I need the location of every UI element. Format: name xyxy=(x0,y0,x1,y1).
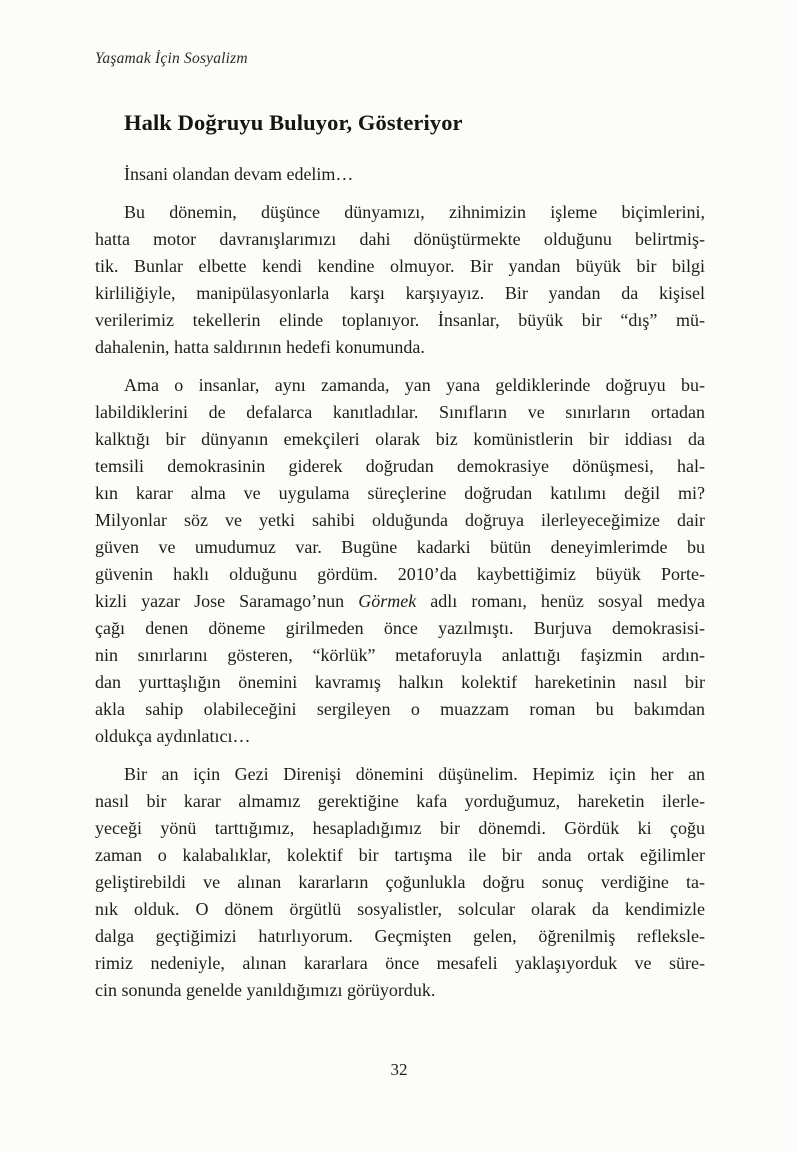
text-line: rimiz nedeniyle, alınan kararlara önce mesafeli yaklaşıyorduk ve süre- xyxy=(95,953,705,973)
text-line: dalga geçtiğimizi hatırlıyorum. Geçmişten gelen, öğrenilmiş refleksle- xyxy=(95,926,705,946)
text-line: cin sonunda genelde yanıldığımızı görüyorduk. xyxy=(95,980,436,1000)
text-line: nin sınırlarını gösteren, “körlük” metaforuyla anlattığı faşizmin ardın- xyxy=(95,645,705,665)
text-line: nasıl bir karar almamız gerektiğine kafa yorduğumuz, hareketin ilerle- xyxy=(95,791,705,811)
text-line: zaman o kalabalıklar, kolektif bir tartışma ile bir anda ortak eğilimler xyxy=(95,845,705,865)
text-line: geliştirebildi ve alınan kararların çoğunlukla doğru sonuç verdiğine ta- xyxy=(95,872,705,892)
text-line: temsili demokrasinin giderek doğrudan demokrasiye dönüşmesi, hal- xyxy=(95,456,705,476)
text-line: Milyonlar söz ve yetki sahibi olduğunda doğruya ilerleyeceğimize dair xyxy=(95,510,705,530)
chapter-title: Halk Doğruyu Buluyor, Gösteriyor xyxy=(124,110,463,135)
text-line: kalktığı bir dünyanın emekçileri olarak biz komünistlerin bir iddiası da xyxy=(95,429,705,449)
text-line: Ama o insanlar, aynı zamanda, yan yana geldiklerinde doğruyu bu- xyxy=(124,375,705,395)
text-line: kirliliğiyle, manipülasyonlarla karşı karşıyayız. Bir yandan da kişisel xyxy=(95,283,705,303)
text-line: güven ve umudumuz var. Bugüne kadarki bütün deneyimlerimde bu xyxy=(95,537,705,557)
paragraph xyxy=(95,161,705,188)
running-header: Yaşamak İçin Sosyalizm xyxy=(95,50,248,67)
text-line: verilerimiz tekellerin elinde toplanıyor. İnsanlar, büyük bir “dış” mü- xyxy=(95,310,705,330)
page-number: 32 xyxy=(390,1060,408,1079)
text-line: güvenin haklı olduğunu gördüm. 2010’da kaybettiğimiz büyük Porte- xyxy=(95,564,705,584)
text-line: dahalenin, hatta saldırının hedefi konumunda. xyxy=(95,337,425,357)
text-line: Bir an için Gezi Direnişi dönemini düşünelim. Hepimiz için her an xyxy=(124,764,705,784)
text-line: nık olduk. O dönem örgütlü sosyalistler, solcular olarak da kendimizle xyxy=(95,899,705,919)
text-line: Bu dönemin, düşünce dünyamızı, zihnimizin işleme biçimlerini, xyxy=(124,202,705,222)
text-line: hatta motor davranışlarımızı dahi dönüştürmekte olduğunu belirtmiş- xyxy=(95,229,705,249)
text-line: İnsani olandan devam edelim… xyxy=(124,164,354,184)
text-line: akla sahip olabileceğini sergileyen o muazzam roman bu bakımdan xyxy=(95,699,705,719)
text-line: yeceği yönü tarttığımız, hesapladığımız bir dönemdi. Gördük ki çoğu xyxy=(95,818,705,838)
text-line: tik. Bunlar elbette kendi kendine olmuyor. Bir yandan büyük bir bilgi xyxy=(95,256,705,276)
paragraph xyxy=(95,761,705,1004)
paragraph xyxy=(95,199,705,361)
italic-book-title: Görmek xyxy=(358,591,417,611)
text-line: kizli yazar Jose Saramago’nun Görmek adlı romanı, henüz sosyal medya xyxy=(95,591,706,611)
text-line: labildiklerini de defalarca kanıtladılar. Sınıfların ve sınırların ortadan xyxy=(95,402,705,422)
paragraph xyxy=(95,372,705,750)
body-text xyxy=(95,161,705,1015)
text-line: oldukça aydınlatıcı… xyxy=(95,726,251,746)
text-line: çağı denen döneme girilmeden önce yazılmıştı. Burjuva demokrasisi- xyxy=(95,618,705,638)
text-line: dan yurttaşlığın önemini kavramış halkın kolektif hareketinin nasıl bir xyxy=(95,672,705,692)
text-line: kın karar alma ve uygulama süreçlerine doğrudan katılımı değil mi? xyxy=(95,483,705,503)
